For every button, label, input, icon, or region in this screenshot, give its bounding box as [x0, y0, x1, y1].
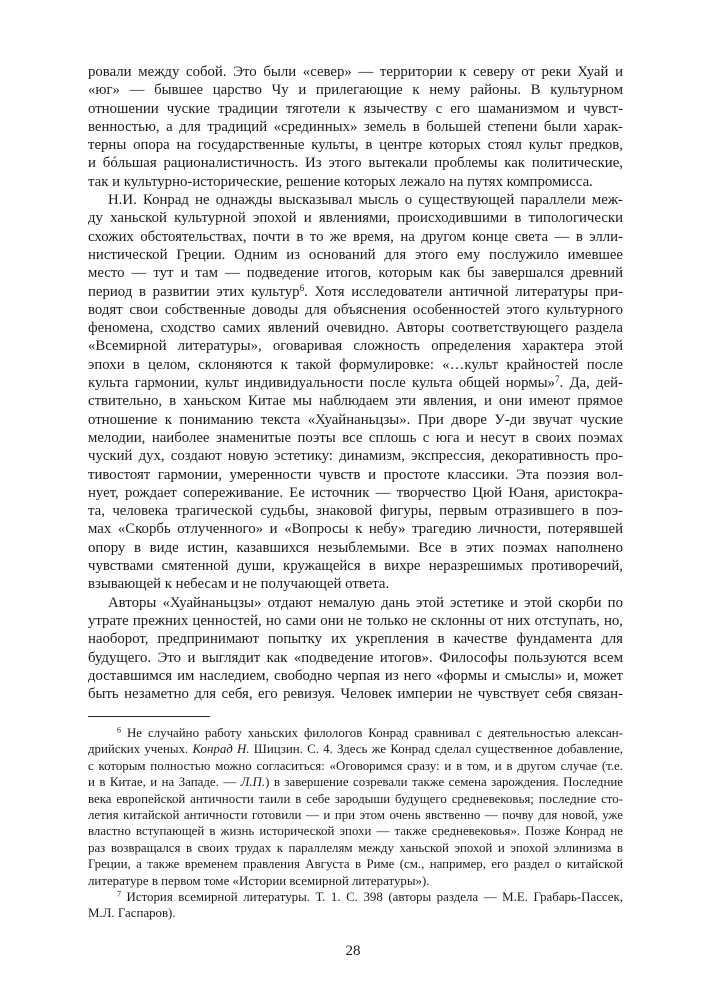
text-segment: терны опора на государственные культы, в центре которых стоял культ предков,	[88, 137, 623, 154]
text-segment: период в развитии этих культур	[88, 283, 300, 300]
text-line	[88, 337, 623, 355]
text-segment: венностью, а для традиций «срединных» земель в большей степени были харак-	[88, 118, 623, 135]
footnote-ref: 7	[554, 374, 560, 385]
text-segment: «Всемирной литературы», оговаривая сложность определения характера этой	[88, 338, 623, 355]
text-segment: История всемирной литературы. Т. 1. С. 398 (авторы раздела — М.Е. Грабарь-Пассек,	[121, 889, 623, 904]
text-line	[88, 685, 623, 703]
text-line	[88, 209, 623, 227]
text-segment: наоборот, предпринимают попытку их укрепления в качестве фундамента для	[88, 631, 623, 648]
footnote-ref: 7	[117, 889, 121, 899]
text-line	[88, 520, 623, 538]
text-segment: чуский дух, создают новую эстетику: динамизм, экспрессия, декоративность про-	[88, 448, 623, 465]
footnote-line	[88, 873, 623, 889]
footnote-line	[88, 758, 623, 774]
text-segment: так и культурно-исторические, решение которых лежало на путях компромисса.	[88, 173, 593, 190]
text-segment: культа гармонии, культ индивидуальности после культа общей нормы»	[88, 375, 555, 392]
text-segment: опору в виде истин, казавшихся незыблемыми. Все в этих поэмах наполнено	[88, 539, 623, 556]
text-line	[88, 466, 623, 484]
text-segment: та, человека трагической судьбы, знаковой фигуры, первым отразившего в поэ-	[88, 503, 623, 520]
text-line	[88, 264, 623, 282]
text-segment: эпохи в целом, склоняются к такой формулировке: «…культ крайностей после	[88, 356, 623, 373]
italic-text: Конрад Н.	[192, 742, 250, 757]
text-line	[88, 484, 623, 502]
text-segment: отношение к пониманию текста «Хуайнаньцзы». При дворе У-ди звучат чуские	[88, 411, 623, 428]
footnote-ref: 6	[299, 282, 305, 293]
text-line	[88, 429, 623, 447]
text-segment: Греции, а также временем правления Августа в Риме (см., например, его раздел о китайской	[88, 857, 623, 872]
text-segment: водят свои собственные доводы для объяснения особенностей этого культурного	[88, 301, 623, 318]
text-line	[88, 447, 623, 465]
text-segment: место — тут и там — подведение итогов, которым как бы завершался древний	[88, 265, 623, 282]
footnotes	[88, 725, 623, 922]
text-line	[88, 612, 623, 630]
text-line	[88, 557, 623, 575]
text-segment: и бóльшая рационалистичность. Из этого вытекали проблемы как политические,	[88, 155, 623, 172]
text-line	[88, 594, 623, 612]
text-segment: мелодии, наиболее знаменитые поэты все сплошь с юга и несут в своих поэмах	[88, 429, 623, 446]
footnote-ref: 6	[117, 725, 121, 735]
page-number: 28	[345, 943, 361, 959]
text-segment: феномена, сходство самих явлений очевидно. Авторы соответствующего раздела	[88, 320, 623, 337]
footnote-line	[88, 774, 623, 790]
footnote-line	[88, 807, 623, 823]
text-segment: Н.И. Конрад не однажды высказывал мысль о существующей параллели меж-	[108, 192, 623, 209]
text-line	[88, 630, 623, 648]
text-segment: дрийских ученых.	[88, 742, 193, 757]
text-segment: летия китайской античности готовили — и при этом очень явственно — почву для новой, уже	[88, 807, 623, 822]
text-segment: доставшимся им наследием, свободно черпая из него «формы и смыслы» и, может	[88, 667, 623, 684]
text-segment: ствительно, в ханьском Китае мы наблюдаем эти явления, и они имеют прямое	[88, 393, 623, 410]
text-line	[88, 63, 623, 81]
text-line	[88, 301, 623, 319]
text-segment: взывающей к небесам и не получающей ответа.	[88, 576, 390, 593]
text-segment: ду ханьской культурной эпохой и явлениями, происходившими в типологически	[88, 210, 623, 227]
text-line	[88, 392, 623, 410]
text-line	[88, 356, 623, 374]
text-segment: будущего. Это и выглядит как «подведение итогов». Философы пользуются всем	[88, 649, 623, 666]
text-segment: Авторы «Хуайнаньцзы» отдают немалую дань этой эстетике и этой скорби по	[108, 594, 623, 611]
text-segment: . Хотя исследователи античной литературы при-	[304, 283, 624, 300]
text-segment: чувствами смятенной души, кружащейся в вихре неразрешимых противоречий,	[88, 558, 623, 575]
italic-text: Л.П.	[240, 775, 266, 790]
text-line	[88, 667, 623, 685]
text-segment: века европейской античности таили в себе зародыши будущего средневековья; последние сто-	[88, 791, 623, 806]
text-line	[88, 246, 623, 264]
text-line	[88, 539, 623, 557]
text-segment: тивостоят гармонии, умеренности чувств и простоте классики. Эта поэзия вол-	[88, 466, 623, 483]
text-segment: утрате прежних ценностей, но сами они не только не склонны от них отступать, но,	[88, 612, 623, 629]
footnote-line	[88, 889, 623, 905]
text-segment: ровали между собой. Это были «север» — территории к северу от реки Хуай и	[88, 64, 623, 80]
text-segment: Не случайно работу ханьских филологов Конрад сравнивал с деятельностью алексан-	[121, 726, 623, 740]
text-line	[88, 319, 623, 337]
footnote-line	[88, 725, 623, 741]
footnote-line	[88, 741, 623, 757]
footnote-divider	[88, 716, 210, 717]
text-line	[88, 100, 623, 118]
text-line	[88, 173, 623, 191]
text-segment: отношении чуские традиции тяготели к язычеству с его шаманизмом и чувст-	[88, 100, 623, 117]
text-line	[88, 283, 623, 301]
text-segment: властно вступающей в жизнь исторической эпохи — также средневековья». Позже Конрад не	[88, 824, 623, 839]
text-line	[88, 136, 623, 154]
text-line	[88, 118, 623, 136]
footnote-line	[88, 905, 623, 921]
footnote-line	[88, 840, 623, 856]
text-line	[88, 411, 623, 429]
text-line	[88, 575, 623, 593]
text-segment: . Да, дей-	[559, 375, 623, 392]
text-segment: с которым полностью можно согласиться: «Оговоримся сразу: и в том, и в другом случае (т.е.	[88, 758, 623, 773]
footnote-line	[88, 856, 623, 872]
text-segment: Шицзин. С. 4. Здесь же Конрад сделал существенное добавление,	[249, 742, 624, 757]
text-segment: мах «Скорбь отлученного» и «Вопросы к небу» трагедию личности, потерявшей	[88, 521, 623, 538]
text-segment: литературе в первом томе «Истории всемирной литературы»).	[88, 873, 430, 888]
text-segment: быть незаметно для себя, его ревизуя. Человек империи не чувствует себя связан-	[88, 686, 623, 703]
text-line	[88, 81, 623, 99]
text-segment: «юг» — бывшее царство Чу и прилегающие к нему районы. В культурном	[88, 82, 623, 99]
text-segment: ) в завершение созревали также семена зарождения. Последние	[265, 775, 623, 790]
text-segment: нует, рождает сопереживание. Ее источник — творчество Цюй Юаня, аристокра-	[88, 484, 623, 501]
text-segment: и в Китае, и на Западе. —	[88, 775, 241, 790]
text-line	[88, 228, 623, 246]
footnote-line	[88, 823, 623, 839]
text-segment: схожих обстоятельствах, почти в то же время, на другом конце света — в элли-	[88, 228, 623, 245]
text-line	[88, 502, 623, 520]
text-line	[88, 374, 623, 392]
body-text	[88, 63, 623, 703]
text-line	[88, 154, 623, 172]
text-line	[88, 191, 623, 209]
text-line	[88, 649, 623, 667]
text-segment: нистической Греции. Одним из оснований для этого ему послужило имевшее	[88, 246, 623, 263]
footnote-line	[88, 791, 623, 807]
text-segment: М.Л. Гаспаров).	[88, 906, 176, 921]
text-segment: раз возвращался в своих трудах к параллелям между ханьской эпохой и эпохой эллинизма в	[88, 840, 623, 855]
